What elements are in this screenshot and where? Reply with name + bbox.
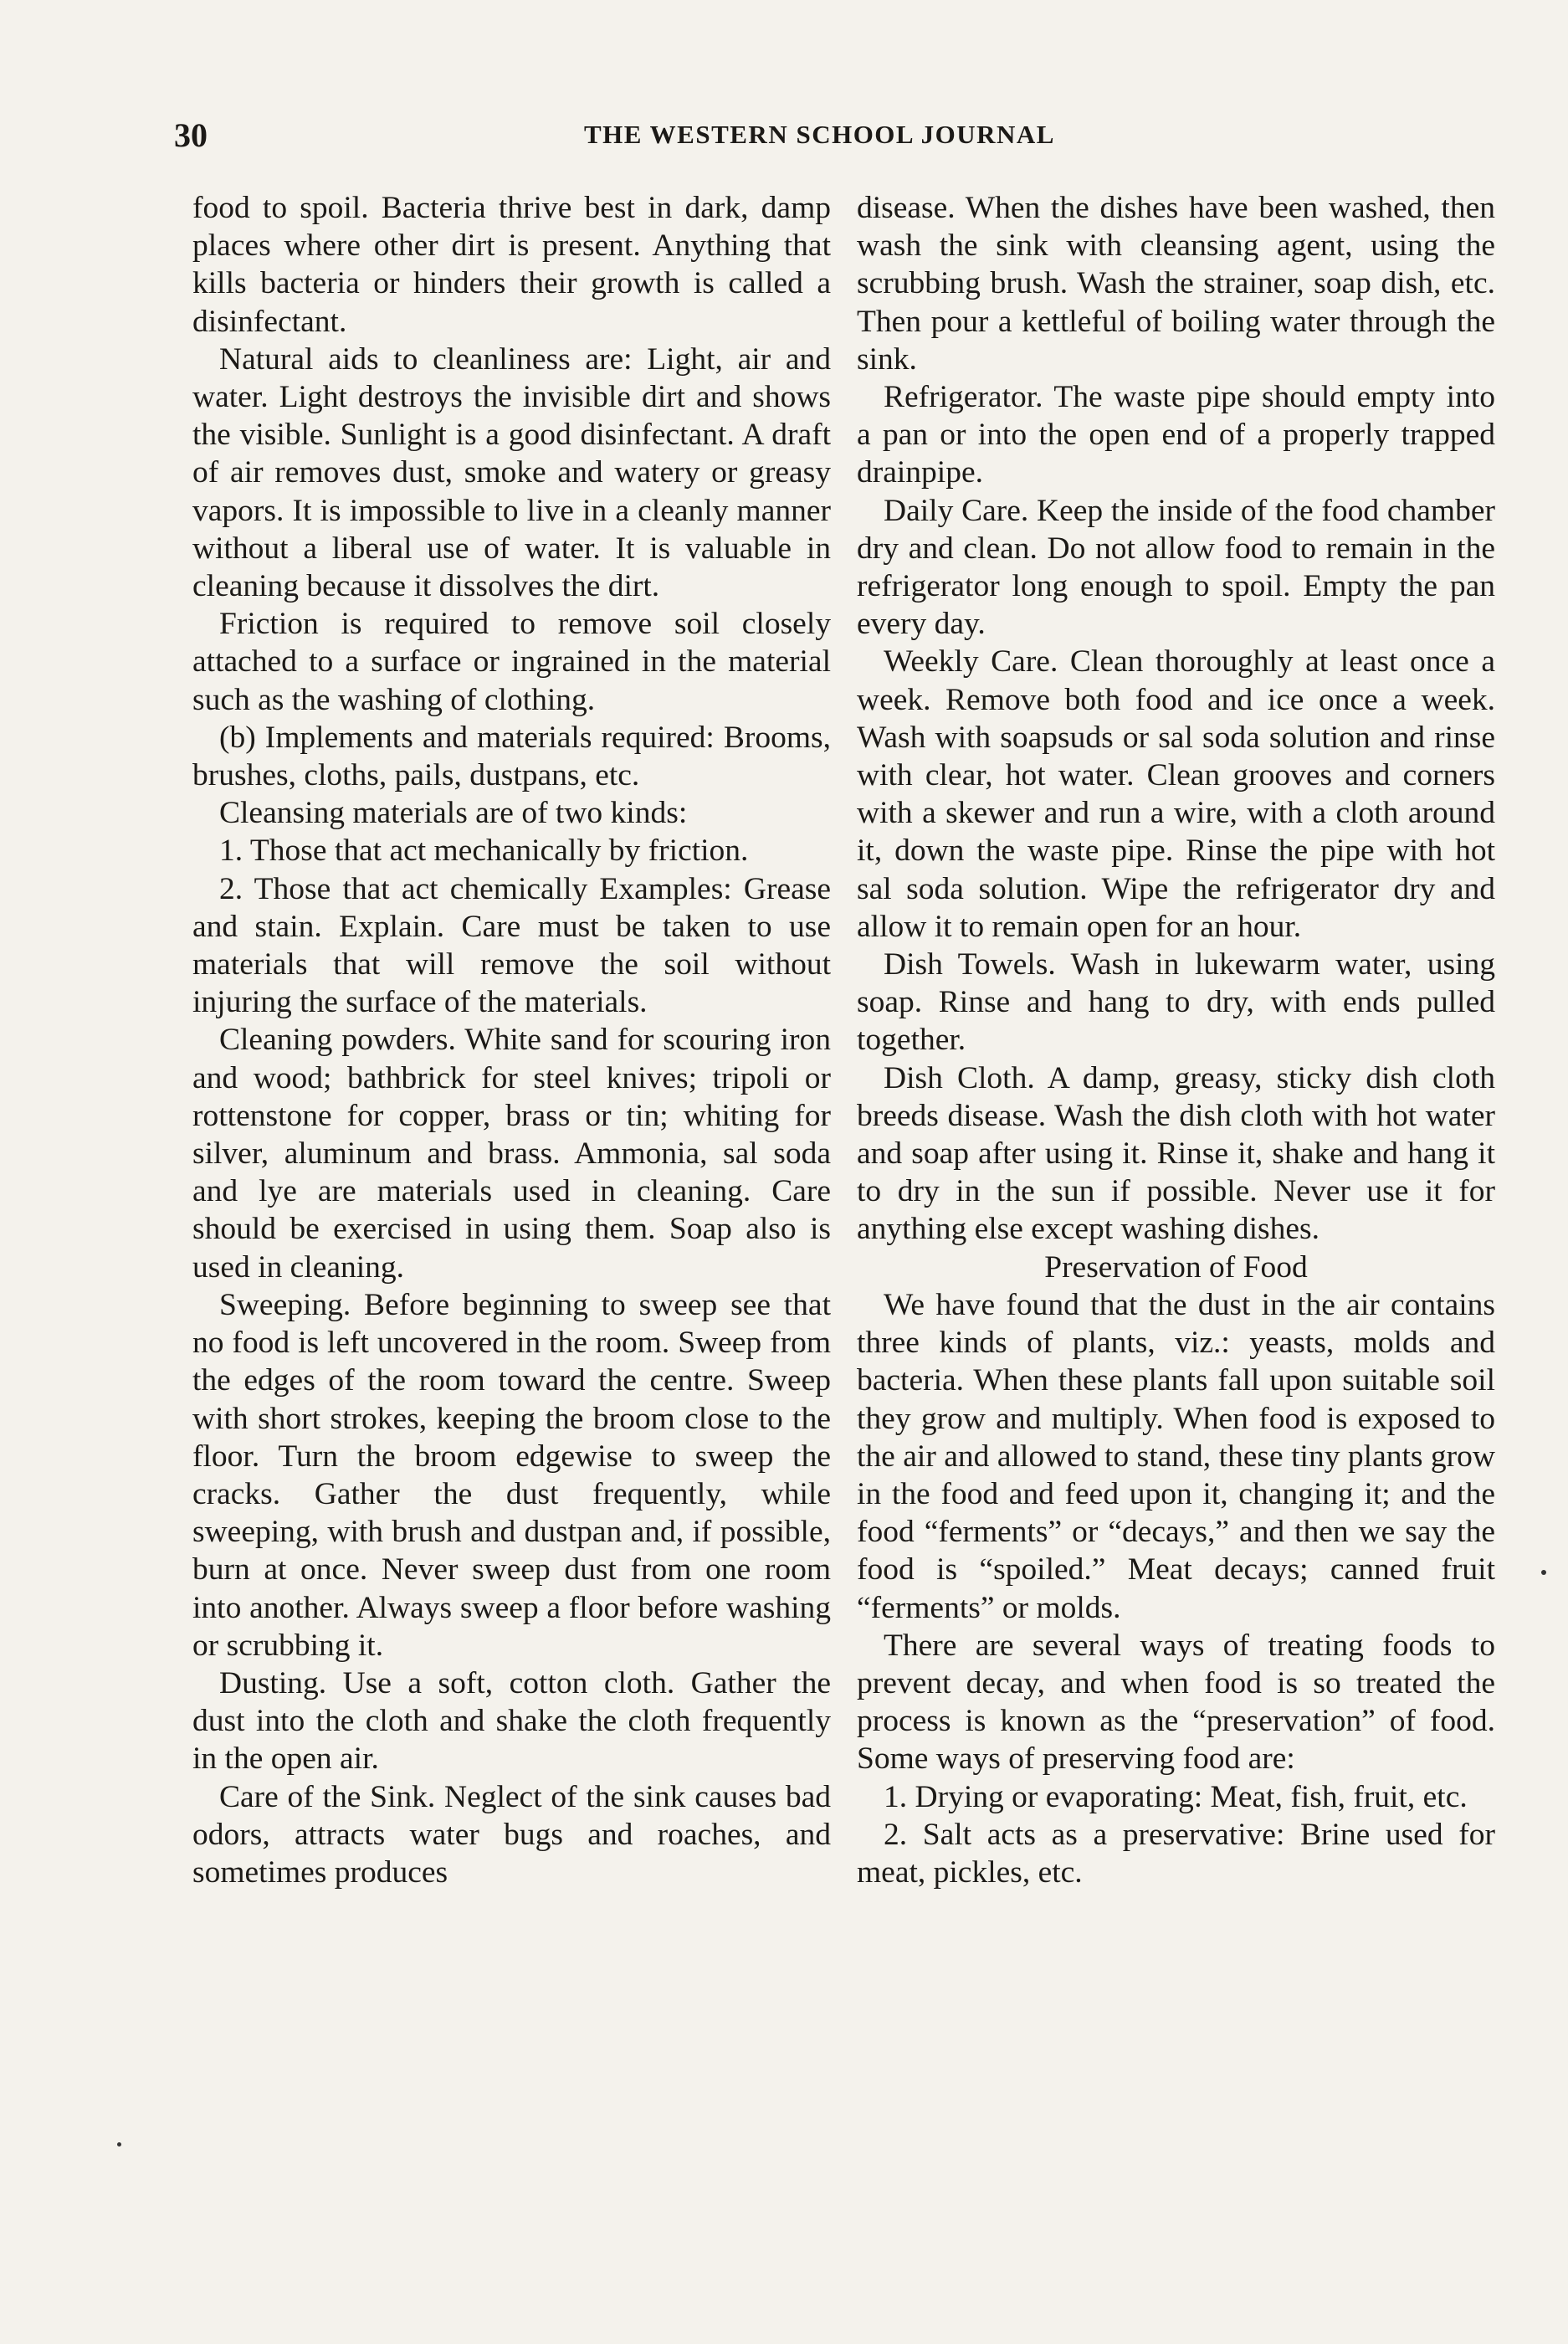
paragraph-implements: (b) Implements and materials required: Brooms, brushes, cloths, pails, dustpans, etc. [192,720,831,793]
paragraph-friction: Friction is required to remove soil closely attached to a surface or ingrained in the material such as the washing of clothing. [192,607,831,717]
list-item-drying: 1. Drying or evaporating: Meat, fish, fruit, etc. [884,1779,1468,1814]
paragraph-refrigerator: Refrigerator. The waste pipe should empty into a pan or into the open end of a properly trapped drainpipe. [857,380,1495,490]
list-item-chemical: 2. Those that act chemically Examples: Grease and stain. Explain. Care must be taken to use materials that will remove the soil without injuring the surface of the materials. [192,871,831,1020]
paragraph-plants-in-dust: We have found that the dust in the air contains three kinds of plants, viz.: yeasts, molds and bacteria. When these plants fall upon suitable soil they grow and multiply. When food is exposed to the air and allowed to stand, these tiny plants grow in the food and feed upon it, changing it; and the food “ferments” or “decays,” and then we say the food is “spoiled.” Meat decays; canned fruit “ferments” or molds. [857,1287,1495,1625]
paragraph-sink-continued: disease. When the dishes have been washed, then wash the sink with cleansing agent, using the scrubbing brush. Wash the strainer, soap dish, etc. Then pour a kettleful of boiling water through the sink. [857,191,1495,377]
right-column [857,189,1495,1891]
paragraph-cleaning-powders: Cleaning powders. White sand for scouring iron and wood; bathbrick for steel knives; tripoli or rottenstone for copper, brass or tin; whiting for silver, aluminum and brass. Ammonia, sal soda and lye are materials used in cleaning. Care should be exercised in using them. Soap also is used in cleaning. [192,1023,831,1285]
journal-title: THE WESTERN SCHOOL JOURNAL [584,120,1055,149]
page-number: 30 [174,116,208,154]
paragraph-weekly-care: Weekly Care. Clean thoroughly at least once a week. Remove both food and ice once a week. Wash with soapsuds or sal soda solution and rinse with clear, hot water. Clean grooves and corners with a skewer and run a wire, with a cloth around it, down the waste pipe. Rinse the pipe with hot sal soda solution. Wipe the refrigerator dry and allow it to remain open for an hour. [857,644,1495,944]
paragraph-bacteria: food to spoil. Bacteria thrive best in dark, damp places where other dirt is present. Anything that kills bacteria or hinders their growth is called a disinfectant. [192,191,831,339]
paragraph-dish-towels: Dish Towels. Wash in lukewarm water, using soap. Rinse and hang to dry, with ends pulled together. [857,947,1495,1058]
margin-mark [117,2142,121,2147]
paragraph-cleansing-kinds: Cleansing materials are of two kinds: [219,796,688,831]
paragraph-daily-care: Daily Care. Keep the inside of the food chamber dry and clean. Do not allow food to remain in the refrigerator long enough to spoil. Empty the pan every day. [857,493,1495,642]
paragraph-ways-of-treating: There are several ways of treating foods to prevent decay, and when food is so treated the process is known as the “preservation” of food. Some ways of preserving food are: [857,1628,1495,1777]
margin-mark [1541,1570,1546,1575]
paragraph-care-of-sink: Care of the Sink. Neglect of the sink causes bad odors, attracts water bugs and roaches, and sometimes produces [192,1779,831,1890]
left-column [192,189,831,1891]
paragraph-natural-aids: Natural aids to cleanliness are: Light, air and water. Light destroys the invisible dirt and shows the visible. Sunlight is a good disinfectant. A draft of air removes dust, smoke and watery or greasy vapors. It is impossible to live in a cleanly manner without a liberal use of water. It is valuable in cleaning because it dissolves the dirt. [192,341,831,604]
section-heading-preservation: Preservation of Food [1044,1249,1308,1285]
list-item-salt: 2. Salt acts as a preservative: Brine used for meat, pickles, etc. [857,1817,1495,1890]
list-item-mechanical: 1. Those that act mechanically by friction. [219,833,749,869]
paragraph-dusting: Dusting. Use a soft, cotton cloth. Gather the dust into the cloth and shake the cloth frequently in the open air. [192,1665,831,1777]
paragraph-sweeping: Sweeping. Before beginning to sweep see that no food is left uncovered in the room. Sweep from the edges of the room toward the centre. Sweep with short strokes, keeping the broom close to the floor. Turn the broom edgewise to sweep the cracks. Gather the dust frequently, while sweeping, with brush and dustpan and, if possible, burn at once. Never sweep dust from one room into another. Always sweep a floor before washing or scrubbing it. [192,1287,831,1663]
paragraph-dish-cloth: Dish Cloth. A damp, greasy, sticky dish cloth breeds disease. Wash the dish cloth with hot water and soap after using it. Rinse it, shake and hang it to dry in the sun if possible. Never use it for anything else except washing dishes. [857,1060,1495,1247]
